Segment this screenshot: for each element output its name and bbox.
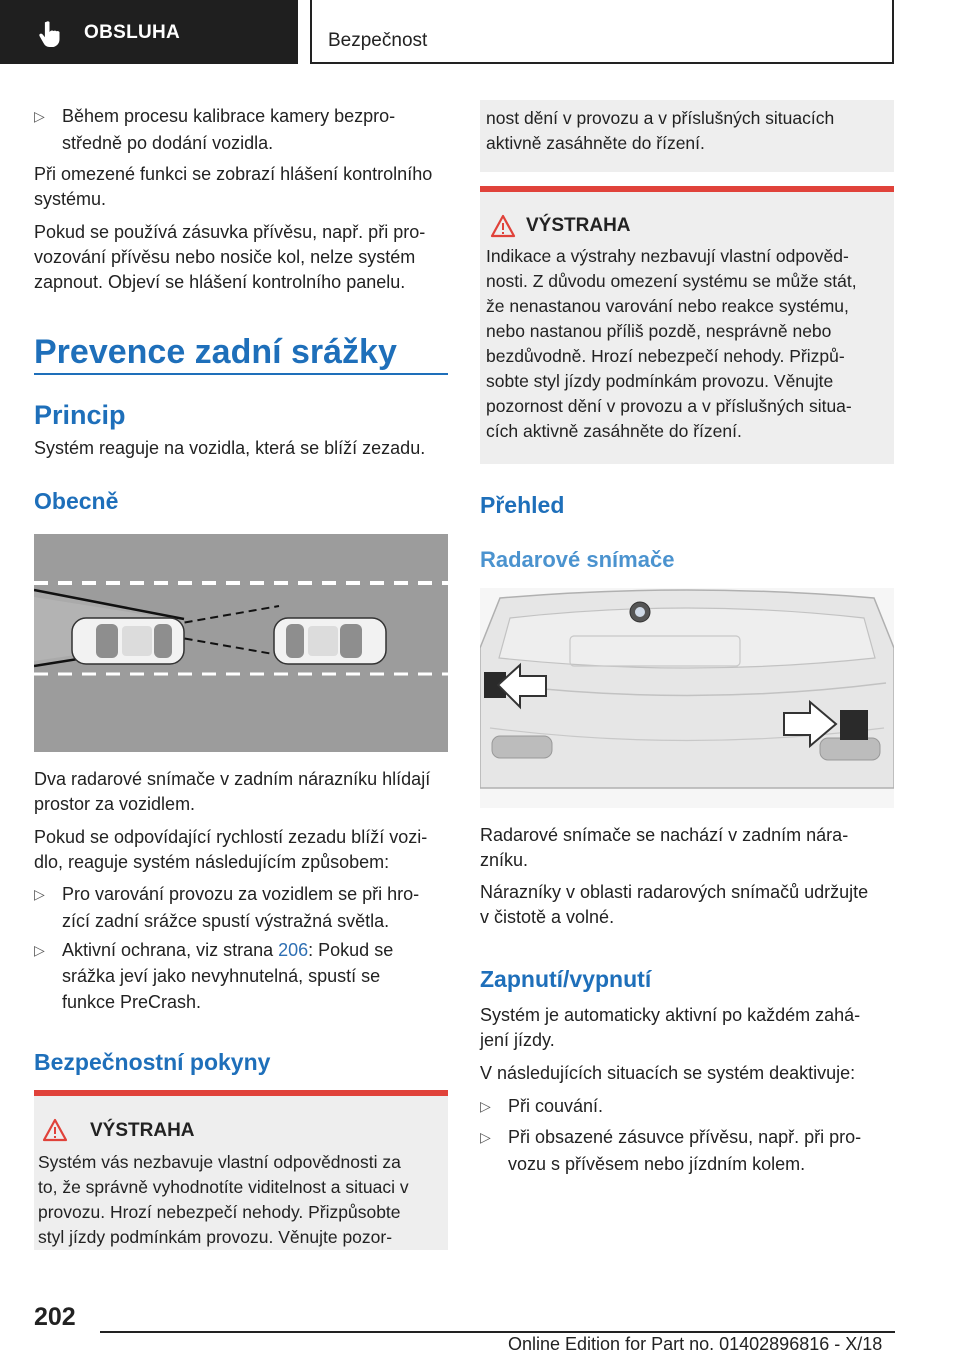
bullet-icon: ▷ — [34, 108, 45, 124]
warning-text: Systém vás nezbavuje vlastní odpovědnosti za to, že správně vyhodnotíte viditelnost a situaci v provozu. Hrozí nebezpečí nehody. Přizpůsobte styl jízdy podmínkám provozu. Věnujte pozor- — [38, 1152, 409, 1247]
figure-rear-traffic — [34, 534, 448, 752]
page-number: 202 — [34, 1303, 76, 1331]
page-reference-link[interactable]: 206 — [278, 940, 309, 960]
chapter-tab-bezpecnost — [310, 0, 894, 64]
footer-rule — [100, 1331, 895, 1333]
heading-princip: Princip — [34, 400, 126, 430]
warning-title: VÝSTRAHA — [526, 215, 631, 236]
heading-prehled: Přehled — [480, 492, 565, 518]
warning-text: Indikace a výstrahy nezbavují vlastní odpověd- nosti. Z důvodu omezení systému se může stát, že nenastanou varování nebo reakce systému, nebo nastanou příliš pozdě, nesprávně nebo bezdůvodně. Hrozí nebezpečí nehody. Přizpů- sobte styl jízdy podmínkám provozu. Věnujte pozornost dění v provozu a v příslušných situa- cích aktivně zasáhněte do řízení. — [486, 246, 857, 441]
heading-radar-sensors: Radarové snímače — [480, 547, 675, 572]
bullet-icon: ▷ — [480, 1129, 491, 1145]
section-tab-label: OBSLUHA — [84, 22, 181, 43]
warning-title: VÝSTRAHA — [90, 1120, 195, 1141]
bullet-icon: ▷ — [34, 886, 45, 902]
hand-pointer-icon — [38, 20, 64, 48]
warning-bar — [34, 1090, 448, 1096]
paragraph-limited-function: Při omezené funkci se zobrazí hlášení kontrolního systému. — [34, 164, 433, 209]
rear-bumper-illustration — [480, 588, 894, 808]
paragraph-deactivation: V následujících situacích se systém deaktivuje: — [480, 1063, 856, 1083]
warning-continued-text: nost dění v provozu a v příslušných situacích aktivně zasáhněte do řízení. — [486, 108, 835, 153]
paragraph-two-radars: Dva radarové snímače v zadním nárazníku hlídají prostor za vozidlem. — [34, 769, 431, 814]
bullet-icon: ▷ — [34, 942, 45, 958]
paragraph-approaching-vehicle: Pokud se odpovídající rychlostí zezadu blíží vozi- dlo, reaguje systém následujícím způsobem: — [34, 827, 428, 872]
section-title: Prevence zadní srážky — [34, 333, 397, 371]
warning-box-left — [34, 1090, 448, 1250]
warning-triangle-icon — [490, 214, 516, 238]
warning-box-continued — [480, 100, 894, 172]
section-tab-obsluha — [0, 0, 298, 64]
heading-obecne: Obecně — [34, 488, 119, 514]
section-title-rule — [34, 373, 448, 375]
bullet-icon: ▷ — [480, 1098, 491, 1114]
paragraph-radar-location: Radarové snímače se nachází v zadním nára- zníku. — [480, 825, 849, 870]
figure-rear-bumper — [480, 588, 894, 808]
warning-box-right — [480, 186, 894, 464]
paragraph-princip: Systém reaguje na vozidla, která se blíží zezadu. — [34, 438, 426, 458]
paragraph-auto-active: Systém je automaticky aktivní po každém zahá- jení jízdy. — [480, 1005, 861, 1050]
warning-triangle-icon — [42, 1118, 68, 1142]
heading-safety: Bezpečnostní pokyny — [34, 1049, 271, 1075]
paragraph-keep-clean: Nárazníky v oblasti radarových snímačů udržujte v čistotě a volné. — [480, 882, 869, 927]
edition-note: Online Edition for Part no. 01402896816 - X/18 — [508, 1334, 883, 1354]
rear-traffic-illustration — [34, 534, 448, 752]
chapter-tab-label: Bezpečnost — [328, 30, 428, 51]
heading-on-off: Zapnutí/vypnutí — [480, 966, 652, 992]
paragraph-trailer-socket: Pokud se používá zásuvka přívěsu, např. při pro- vozování přívěsu nebo nosiče kol, nelze systém zapnout. Objeví se hlášení kontrolního panelu. — [34, 222, 426, 292]
warning-bar — [480, 186, 894, 192]
page-header — [0, 0, 960, 66]
